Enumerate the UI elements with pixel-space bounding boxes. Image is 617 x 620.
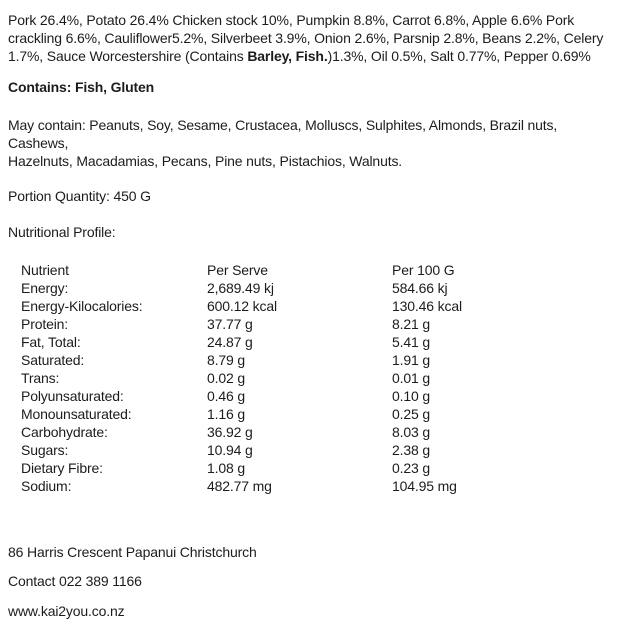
nutrient-name-cell: Carbohydrate: <box>21 424 108 440</box>
table-row <box>21 333 582 351</box>
per-serve-cell: 10.94 g <box>207 442 253 458</box>
nutritional-profile-heading: Nutritional Profile: <box>8 224 116 240</box>
per-serve-cell: 1.16 g <box>207 406 246 422</box>
per-100g-cell: 0.25 g <box>392 406 431 422</box>
nutrient-name-cell: Sodium: <box>21 478 72 494</box>
table-row <box>21 315 582 333</box>
per-100g-cell: 5.41 g <box>392 334 431 350</box>
nutrient-name-cell: Saturated: <box>21 352 85 368</box>
product-label-document <box>8 11 609 620</box>
per-100g-cell: 130.46 kcal <box>392 298 462 314</box>
table-row <box>21 441 582 459</box>
ingredients-line-3-post: )1.3%, Oil 0.5%, Salt 0.77%, Pepper 0.69% <box>327 48 591 64</box>
per-100g-cell: 584.66 kj <box>392 280 448 296</box>
per-100g-cell: 8.21 g <box>392 316 431 332</box>
may-contain-line-2: Hazelnuts, Macadamias, Pecans, Pine nuts, Pistachios, Walnuts. <box>8 153 403 169</box>
nutrient-name-cell: Sugars: <box>21 442 69 458</box>
per-100g-cell: 0.23 g <box>392 460 431 476</box>
table-row <box>21 477 582 495</box>
column-header-per-100g: Per 100 G <box>392 262 455 278</box>
nutrient-name-cell: Dietary Fibre: <box>21 460 103 476</box>
nutrient-name-cell: Monounsaturated: <box>21 406 132 422</box>
per-serve-cell: 600.12 kcal <box>207 298 277 314</box>
nutrient-name-cell: Polyunsaturated: <box>21 388 124 404</box>
nutrient-name-cell: Trans: <box>21 370 60 386</box>
per-serve-cell: 0.02 g <box>207 370 246 386</box>
per-100g-cell: 8.03 g <box>392 424 431 440</box>
per-100g-cell: 104.95 mg <box>392 478 457 494</box>
nutrient-name-cell: Fat, Total: <box>21 334 81 350</box>
per-serve-cell: 1.08 g <box>207 460 246 476</box>
per-100g-cell: 0.01 g <box>392 370 431 386</box>
contact-line: Contact 022 389 1166 <box>8 573 142 589</box>
per-serve-cell: 482.77 mg <box>207 478 272 494</box>
nutrition-table <box>21 261 582 495</box>
table-row <box>21 279 582 297</box>
per-100g-cell: 2.38 g <box>392 442 431 458</box>
per-serve-cell: 8.79 g <box>207 352 246 368</box>
table-row <box>21 369 582 387</box>
table-row <box>21 405 582 423</box>
table-row <box>21 297 582 315</box>
per-100g-cell: 1.91 g <box>392 352 431 368</box>
ingredients-line-3-pre: 1.7%, Sauce Worcestershire (Contains <box>8 48 248 64</box>
ingredients-line-2: crackling 6.6%, Cauliflower5.2%, Silverbeet 3.9%, Onion 2.6%, Parsnip 2.8%, Beans 2.2%, Celery <box>8 30 604 46</box>
nutrient-name-cell: Protein: <box>21 316 69 332</box>
per-serve-cell: 37.77 g <box>207 316 253 332</box>
per-serve-cell: 24.87 g <box>207 334 253 350</box>
portion-quantity: Portion Quantity: 450 G <box>8 188 151 204</box>
table-row <box>21 423 582 441</box>
nutrient-name-cell: Energy: <box>21 280 69 296</box>
column-header-per-serve: Per Serve <box>207 262 268 278</box>
per-serve-cell: 36.92 g <box>207 424 253 440</box>
may-contain-paragraph <box>8 116 609 170</box>
column-header-nutrient: Nutrient <box>21 262 69 278</box>
table-row <box>21 387 582 405</box>
ingredients-line-1: Pork 26.4%, Potato 26.4% Chicken stock 10%, Pumpkin 8.8%, Carrot 6.8%, Apple 6.6% Pork <box>8 12 575 28</box>
contains-statement: Contains: Fish, Gluten <box>8 79 155 95</box>
may-contain-line-1: May contain: Peanuts, Soy, Sesame, Crustacea, Molluscs, Sulphites, Almonds, Brazil nuts, Cashews, <box>8 117 558 151</box>
per-100g-cell: 0.10 g <box>392 388 431 404</box>
website-line: www.kai2you.co.nz <box>8 603 125 619</box>
table-row <box>21 459 582 477</box>
per-serve-cell: 0.46 g <box>207 388 246 404</box>
address-line: 86 Harris Crescent Papanui Christchurch <box>8 544 257 560</box>
ingredients-paragraph <box>8 11 609 65</box>
per-serve-cell: 2,689.49 kj <box>207 280 274 296</box>
nutrient-name-cell: Energy-Kilocalories: <box>21 298 143 314</box>
ingredients-allergen-bold: Barley, Fish. <box>247 48 328 64</box>
ingredients-line-3 <box>8 47 609 65</box>
table-row <box>21 351 582 369</box>
nutrition-table-header-row <box>21 261 582 279</box>
